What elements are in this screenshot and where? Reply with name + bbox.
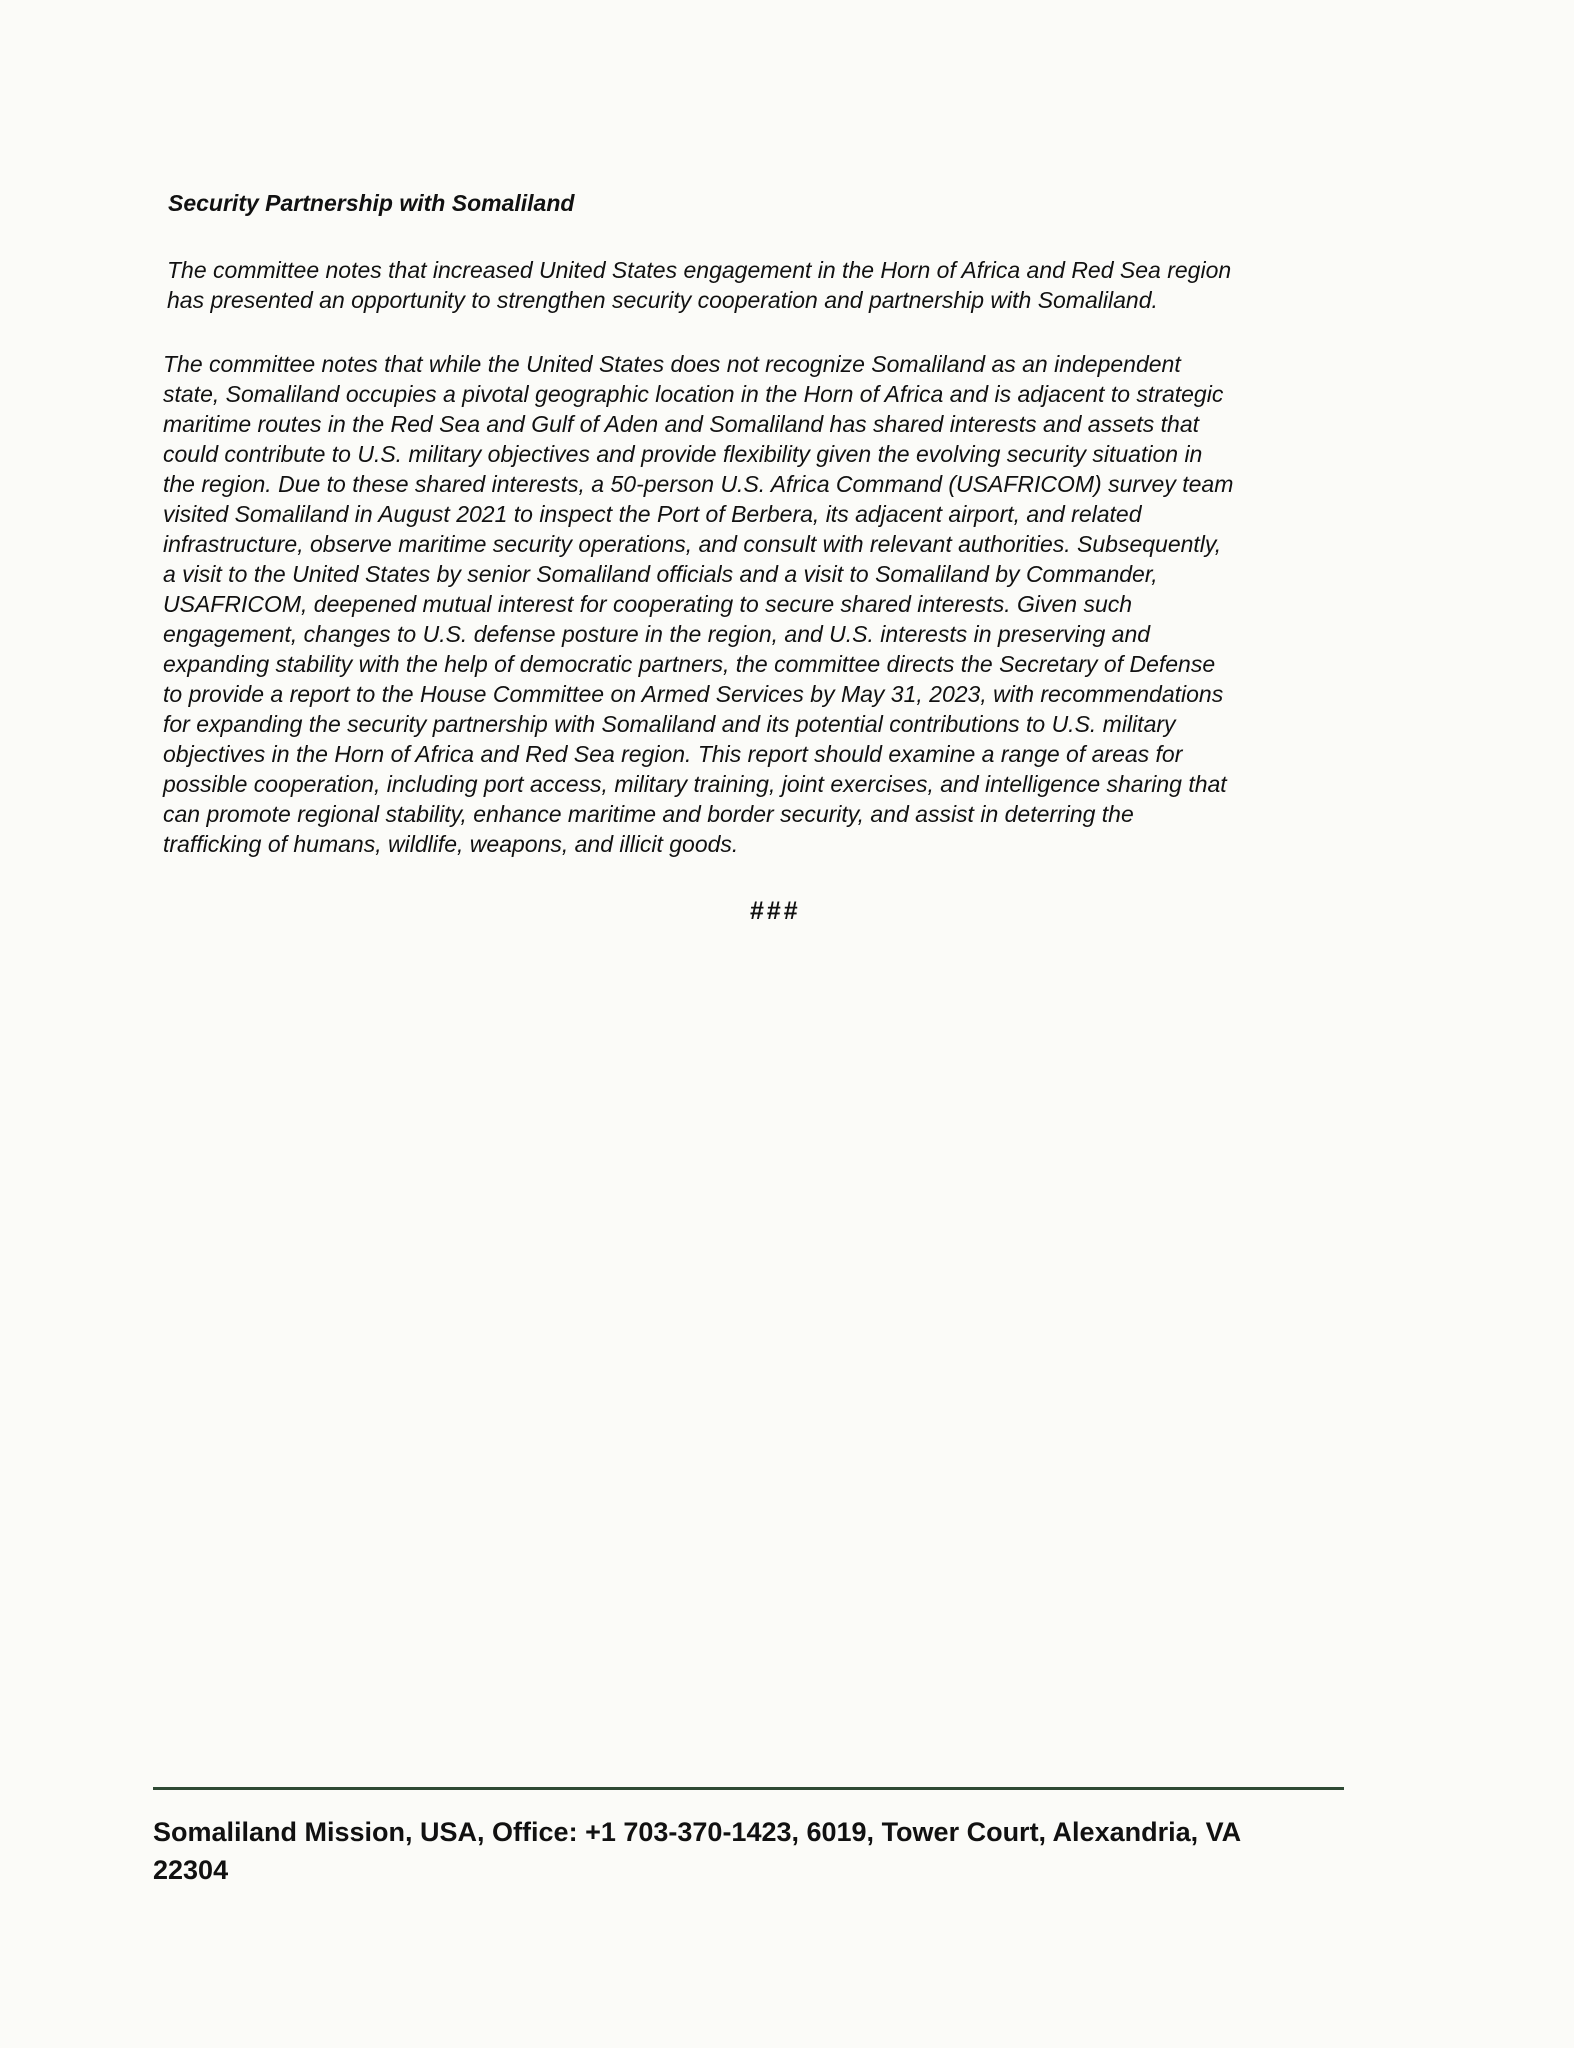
paragraph-2-line-11: expanding stability with the help of democratic partners, the committee directs the Secretary of Defense bbox=[163, 651, 1216, 677]
paragraph-2-line-16: can promote regional stability, enhance maritime and border security, and assist in deterring the bbox=[163, 801, 1134, 827]
paragraph-2-line-10: engagement, changes to U.S. defense posture in the region, and U.S. interests in preserving and bbox=[163, 621, 1151, 647]
paragraph-2-line-12: to provide a report to the House Committee on Armed Services by May 31, 2023, with recommendations bbox=[163, 681, 1224, 707]
paragraph-2-line-9: USAFRICOM, deepened mutual interest for cooperating to secure shared interests. Given such bbox=[163, 591, 1133, 617]
paragraph-2-line-6: visited Somaliland in August 2021 to inspect the Port of Berbera, its adjacent airport, and related bbox=[163, 501, 1142, 527]
paragraph-1-line-2: has presented an opportunity to strengthen security cooperation and partnership with Somaliland. bbox=[167, 287, 1158, 313]
paragraph-2-line-15: possible cooperation, including port access, military training, joint exercises, and intelligence sharing that bbox=[163, 771, 1227, 797]
paragraph-2 bbox=[163, 349, 1403, 859]
end-of-document-mark: ### bbox=[750, 897, 801, 925]
paragraph-2-line-8: a visit to the United States by senior Somaliland officials and a visit to Somaliland by Commander, bbox=[163, 561, 1158, 587]
footer-address bbox=[153, 1813, 1241, 1889]
footer-address-line-1: Somaliland Mission, USA, Office: +1 703-370-1423, 6019, Tower Court, Alexandria, VA bbox=[153, 1817, 1242, 1847]
paragraph-2-line-5: the region. Due to these shared interests, a 50-person U.S. Africa Command (USAFRICOM) survey team bbox=[163, 471, 1234, 497]
paragraph-2-line-7: infrastructure, observe maritime security operations, and consult with relevant authorities. Subsequently, bbox=[163, 531, 1222, 557]
paragraph-2-line-1: The committee notes that while the United States does not recognize Somaliland as an independent bbox=[163, 351, 1181, 377]
footer-address-line-2: 22304 bbox=[153, 1855, 229, 1885]
paragraph-1-line-1: The committee notes that increased United States engagement in the Horn of Africa and Red Sea region bbox=[167, 257, 1232, 283]
paragraph-2-line-13: for expanding the security partnership with Somaliland and its potential contributions to U.S. military bbox=[163, 711, 1176, 737]
paragraph-2-line-4: could contribute to U.S. military objectives and provide flexibility given the evolving security situation in bbox=[163, 441, 1203, 467]
footer-divider bbox=[153, 1787, 1344, 1790]
paragraph-2-line-17: trafficking of humans, wildlife, weapons, and illicit goods. bbox=[163, 831, 739, 857]
paragraph-2-line-14: objectives in the Horn of Africa and Red Sea region. This report should examine a range of areas for bbox=[163, 741, 1183, 767]
paragraph-2-line-2: state, Somaliland occupies a pivotal geographic location in the Horn of Africa and is adjacent to strategic bbox=[163, 381, 1224, 407]
paragraph-1 bbox=[167, 255, 1407, 315]
paragraph-2-line-3: maritime routes in the Red Sea and Gulf of Aden and Somaliland has shared interests and assets that bbox=[163, 411, 1200, 437]
document-title: Security Partnership with Somaliland bbox=[168, 190, 575, 216]
